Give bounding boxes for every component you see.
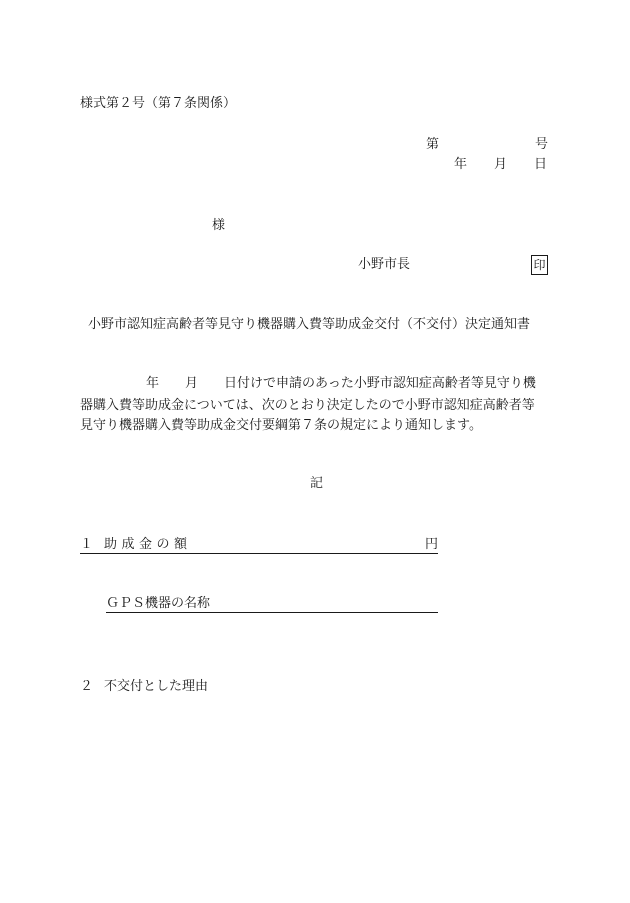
- document-number-prefix: 第: [426, 137, 440, 152]
- non-grant-reason-label: 不交付とした理由: [104, 679, 209, 694]
- document-title: 小野市認知症高齢者等見守り機器購入費等助成金交付（不交付）決定通知書: [88, 317, 531, 332]
- recipient-honorific: 様: [212, 218, 226, 233]
- item-1-number: １: [80, 537, 94, 552]
- grant-amount-label: 助成金の額: [104, 537, 192, 552]
- date-year-label: 年: [454, 157, 468, 172]
- body-year-label: 年: [146, 376, 160, 391]
- body-paragraph-line-1: [80, 377, 536, 390]
- grant-amount-field: [80, 538, 438, 554]
- body-paragraph-line-2: 器購入費等助成金については、次のとおり決定したので小野市認知症高齢者等: [80, 398, 535, 413]
- body-line-1-text: 日付けで申請のあった小野市認知症高齢者等見守り機: [224, 376, 536, 391]
- document-number-suffix: 号: [535, 137, 549, 152]
- sender-name: 小野市長: [358, 257, 411, 272]
- body-paragraph-line-3: 見守り機器購入費等助成金交付要綱第７条の規定により通知します。: [80, 418, 482, 433]
- date-month-label: 月: [494, 157, 508, 172]
- seal-stamp: 印: [531, 255, 548, 275]
- ki-heading: 記: [310, 476, 324, 491]
- item-2-number: ２: [80, 679, 94, 694]
- date-day-label: 日: [534, 157, 548, 172]
- body-month-label: 月: [185, 376, 199, 391]
- form-number: 様式第２号（第７条関係）: [80, 96, 237, 111]
- gps-device-name-field: [106, 597, 438, 613]
- gps-device-name-label: ＧＰＳ機器の名称: [106, 596, 211, 611]
- yen-unit: 円: [424, 537, 438, 552]
